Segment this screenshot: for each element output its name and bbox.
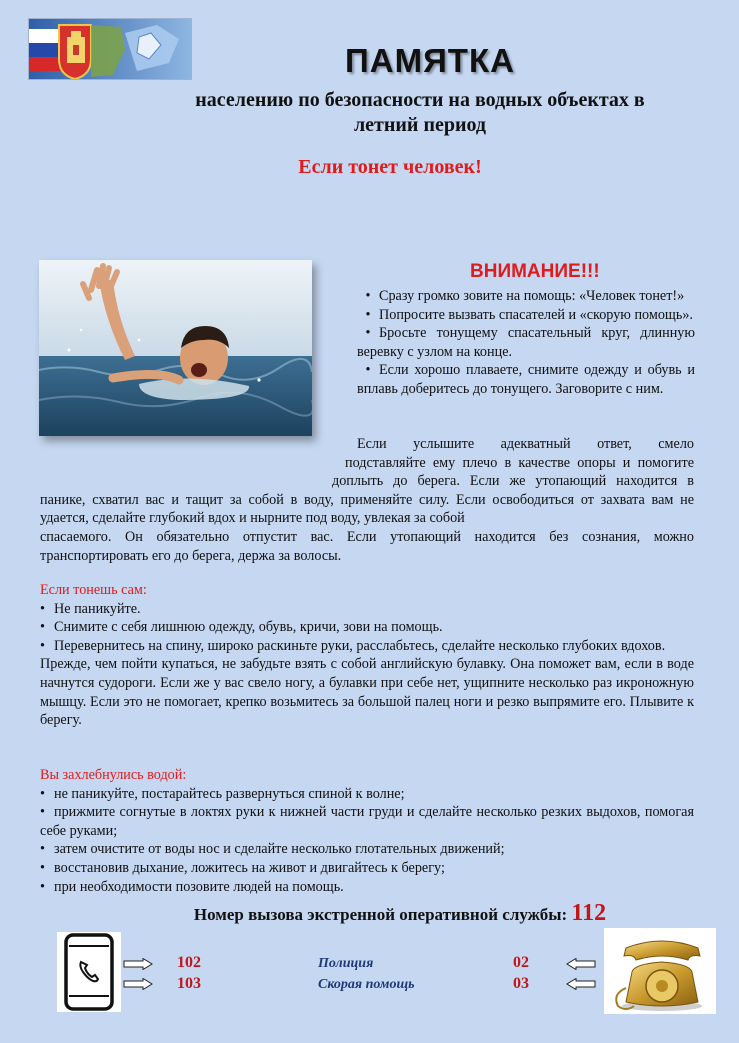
list-item: • Бросьте тонущему спасательный круг, длинную веревку с узлом на конце. xyxy=(357,325,695,360)
list-item: • затем очистите от воды нос и сделайте несколько глотательных движений; xyxy=(40,841,505,858)
emergency-number: 112 xyxy=(571,900,607,926)
drowning-person-photo xyxy=(39,260,312,436)
paragraph: Прежде, чем пойти купаться, не забудьте взять с собой английскую булавку. Она поможет вам, если в воде начнутся судороги. Если же у вас свело ногу, а булавки при себе нет, ущипните несколько раз икроножную мышцу. Если это не помогает, крепко возьмитесь за большой палец ноги и резко выпрямите его. Плывите к берегу. xyxy=(40,656,694,729)
arrow-right-icon xyxy=(123,958,153,970)
emergency-label: Номер вызова экстренной оперативной службы: xyxy=(193,905,568,924)
arrow-right-icon xyxy=(123,978,153,990)
list-item: • Перевернитесь на спину, широко раскиньте руки, расслабьтесь, сделайте несколько глубоких вдохов. xyxy=(40,637,666,654)
self-drowning-section xyxy=(40,581,694,730)
arrow-left-icon xyxy=(566,958,596,970)
subtitle-line: населению по безопасности на водных объектах в xyxy=(195,89,645,111)
text-line: Если услышите адекватный ответ, смело xyxy=(357,436,694,452)
section-heading: Вы захлебнулись водой: xyxy=(40,767,187,783)
landline-code: 02 xyxy=(513,954,529,971)
coat-of-arms-icon xyxy=(29,19,192,80)
arrow-left-icon xyxy=(566,978,596,990)
text-line: доплыть до берега. Если же утопающий находится в xyxy=(332,473,694,490)
rotary-phone-icon xyxy=(604,928,716,1014)
regional-logo xyxy=(28,18,192,80)
list-item: • не паникуйте, постарайтесь развернуться спиной к волне; xyxy=(40,785,405,802)
landline-code: 03 xyxy=(513,975,529,992)
list-item: • Попросите вызвать спасателей и «скорую помощь». xyxy=(365,306,693,323)
text-line: панике, схватил вас и тащит за собой в воду, применяйте силу. Если освободиться от захвата вам не xyxy=(40,491,694,508)
list-item: • Сразу громко зовите на помощь: «Человек тонет!» xyxy=(365,288,685,304)
text-line: удается, сделайте глубокий вдох и нырните под воду, увлекая за собой xyxy=(40,510,465,527)
service-name: Полиция xyxy=(318,956,374,971)
choked-section xyxy=(40,766,694,896)
mobile-phone-icon xyxy=(57,932,121,1012)
page-subtitle xyxy=(150,88,690,138)
section-heading: Если тонешь сам: xyxy=(40,582,147,598)
emergency-line xyxy=(150,900,650,927)
text-line: спасаемого. Он обязательно отпустит вас. Если утопающий находится без сознания, можно транспортировать его до берега, держа за волосы. xyxy=(40,528,694,564)
list-item: • Не паникуйте. xyxy=(40,600,141,617)
subtitle-line: летний период xyxy=(353,114,487,136)
list-item: • восстановив дыхание, ложитесь на живот и двигайтесь к берегу; xyxy=(40,859,445,876)
list-item: • Снимите с себя лишнюю одежду, обувь, кричи, зови на помощь. xyxy=(40,619,443,636)
list-item: • при необходимости позовите людей на помощь. xyxy=(40,878,344,895)
attention-heading: ВНИМАНИЕ!!! xyxy=(470,261,600,282)
page-title: ПАМЯТКА xyxy=(345,42,515,79)
text-line: подставляйте ему плечо в качестве опоры и помогите xyxy=(345,454,694,471)
mobile-code: 102 xyxy=(177,954,201,971)
service-name: Скорая помощь xyxy=(318,977,415,992)
list-item: • Если хорошо плаваете, снимите одежду и обувь и вплавь доберитесь до тонущего. Заговорите с ним. xyxy=(357,362,695,397)
attention-list xyxy=(357,287,695,399)
list-item: • прижмите согнутые в локтях руки к нижней части груди и сделайте несколько резких выдохов, помогая себе руками; xyxy=(40,804,694,839)
mobile-code: 103 xyxy=(177,975,201,992)
attention-continuation xyxy=(40,435,694,565)
drowning-heading: Если тонет человек! xyxy=(298,156,482,178)
